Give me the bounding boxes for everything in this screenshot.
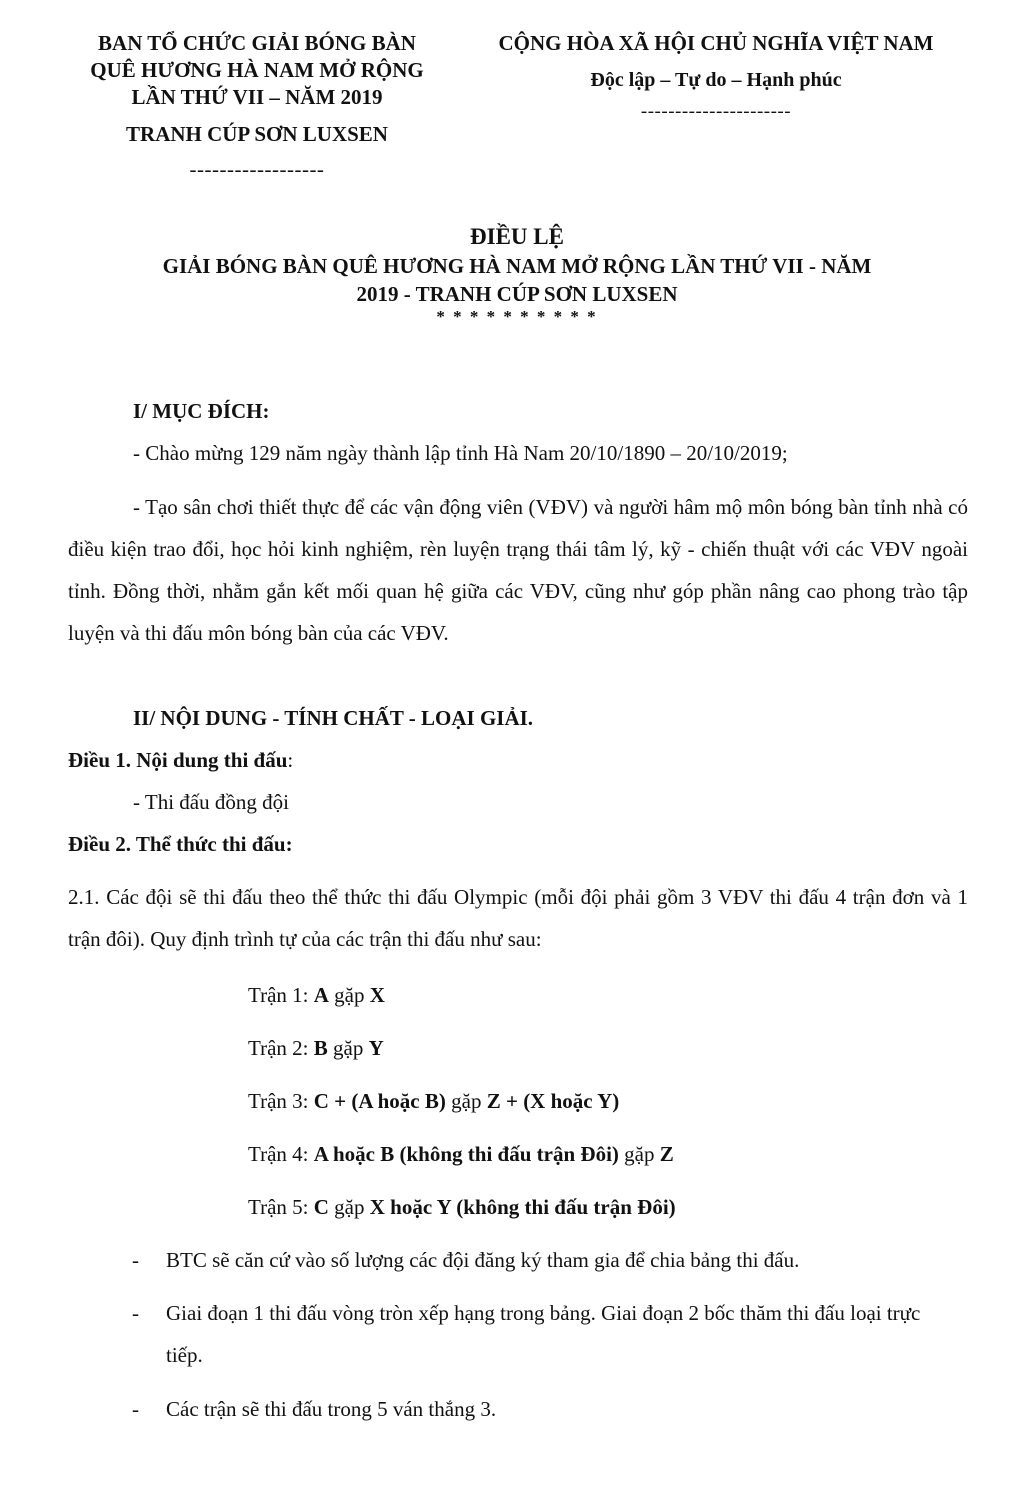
- bullet-marker: -: [132, 1248, 139, 1272]
- national-motto: Độc lập – Tự do – Hạnh phúc: [590, 69, 842, 91]
- article-2-paragraph: 2.1. Các đội sẽ thi đấu theo thể thức thi đấu Olympic (mỗi đội phải gồm 3 VĐV thi đấu 4 trận đơn và 1 trận đôi). Quy định trình tự của các trận thi đấu như sau:: [68, 885, 968, 951]
- match-3-vs: gặp: [445, 1089, 487, 1113]
- match-3-side-a: C + (A hoặc B): [313, 1089, 446, 1113]
- organizer-line-1: BAN TỔ CHỨC GIẢI BÓNG BÀN: [98, 31, 416, 55]
- rule-bullet-3-text: Các trận sẽ thi đấu trong 5 ván thắng 3.: [166, 1397, 497, 1421]
- match-4-label: Trận 4:: [248, 1142, 314, 1166]
- title-stars: * * * * * * * * * *: [436, 307, 598, 326]
- organizer-line-4: TRANH CÚP SƠN LUXSEN: [126, 122, 388, 146]
- article-1-item: - Thi đấu đồng đội: [133, 790, 289, 814]
- title-line-1: GIẢI BÓNG BÀN QUÊ HƯƠNG HÀ NAM MỞ RỘNG LẦN THỨ VII - NĂM: [162, 254, 872, 278]
- rule-bullet-2-text: Giai đoạn 1 thi đấu vòng tròn xếp hạng trong bảng. Giai đoạn 2 bốc thăm thi đấu loại trực tiếp.: [166, 1301, 921, 1367]
- match-2-label: Trận 2:: [248, 1036, 314, 1060]
- document-title: [60, 222, 974, 326]
- match-5-vs: gặp: [328, 1195, 370, 1219]
- match-1-side-b: X: [369, 983, 385, 1007]
- match-2: [248, 1034, 384, 1062]
- match-3-side-b: Z + (X hoặc Y): [486, 1089, 620, 1113]
- bullet-marker: -: [132, 1301, 139, 1325]
- match-1-label: Trận 1:: [248, 983, 314, 1007]
- match-3: [248, 1087, 619, 1115]
- match-5-side-b: X hoặc Y (không thi đấu trận Đôi): [369, 1195, 676, 1219]
- match-1-vs: gặp: [328, 983, 370, 1007]
- bullet-marker: -: [132, 1397, 139, 1421]
- match-5-label: Trận 5:: [248, 1195, 314, 1219]
- organizer-divider: ------------------: [189, 157, 325, 181]
- match-2-vs: gặp: [327, 1036, 369, 1060]
- organizer-header: [62, 30, 452, 183]
- article-1-title: Điều 1. Nội dung thi đấu: [68, 748, 288, 772]
- rule-bullet-1: [132, 1239, 952, 1281]
- national-motto-title: CỘNG HÒA XÃ HỘI CHỦ NGHĨA VIỆT NAM: [498, 31, 934, 55]
- section-1-heading: I/ MỤC ĐÍCH:: [133, 399, 270, 423]
- match-4-side-a: A hoặc B (không thi đấu trận Đôi): [313, 1142, 619, 1166]
- title-main: ĐIỀU LỆ: [470, 224, 564, 249]
- national-header: [462, 30, 970, 123]
- match-2-side-a: B: [313, 1036, 328, 1060]
- match-5: [248, 1193, 676, 1221]
- article-2-heading: Điều 2. Thể thức thi đấu:: [68, 832, 293, 856]
- organizer-line-2: QUÊ HƯƠNG HÀ NAM MỞ RỘNG: [90, 58, 424, 82]
- match-4-vs: gặp: [618, 1142, 660, 1166]
- title-line-2: 2019 - TRANH CÚP SƠN LUXSEN: [356, 282, 678, 306]
- rule-bullet-3: [132, 1388, 952, 1430]
- match-5-side-a: C: [313, 1195, 329, 1219]
- section-1-paragraph-1: - Chào mừng 129 năm ngày thành lập tỉnh Hà Nam 20/10/1890 – 20/10/2019;: [133, 441, 788, 465]
- match-4-side-b: Z: [659, 1142, 674, 1166]
- match-1: [248, 981, 385, 1009]
- article-1-heading: [68, 739, 293, 781]
- rule-bullet-2: [132, 1292, 952, 1376]
- match-4: [248, 1140, 674, 1168]
- section-1-paragraph-2: - Tạo sân chơi thiết thực để các vận động viên (VĐV) và người hâm mộ môn bóng bàn tỉnh nhà có điều kiện trao đổi, học hỏi kinh nghiệm, rèn luyện trạng thái tâm lý, kỹ - chiến thuật với các VĐV ngoài tỉnh. Đồng thời, nhằm gắn kết mối quan hệ giữa các VĐV, cũng như góp phần nâng cao phong trào tập luyện và thi đấu môn bóng bàn của các VĐV.: [68, 495, 968, 645]
- match-2-side-b: Y: [368, 1036, 384, 1060]
- match-1-side-a: A: [313, 983, 329, 1007]
- national-divider: ----------------------: [640, 101, 792, 122]
- rule-bullet-1-text: BTC sẽ căn cứ vào số lượng các đội đăng ký tham gia để chia bảng thi đấu.: [166, 1248, 800, 1272]
- section-2-heading: II/ NỘI DUNG - TÍNH CHẤT - LOẠI GIẢI.: [133, 706, 534, 730]
- match-3-label: Trận 3:: [248, 1089, 314, 1113]
- organizer-line-3: LẦN THỨ VII – NĂM 2019: [131, 85, 383, 109]
- article-1-colon: :: [287, 748, 294, 772]
